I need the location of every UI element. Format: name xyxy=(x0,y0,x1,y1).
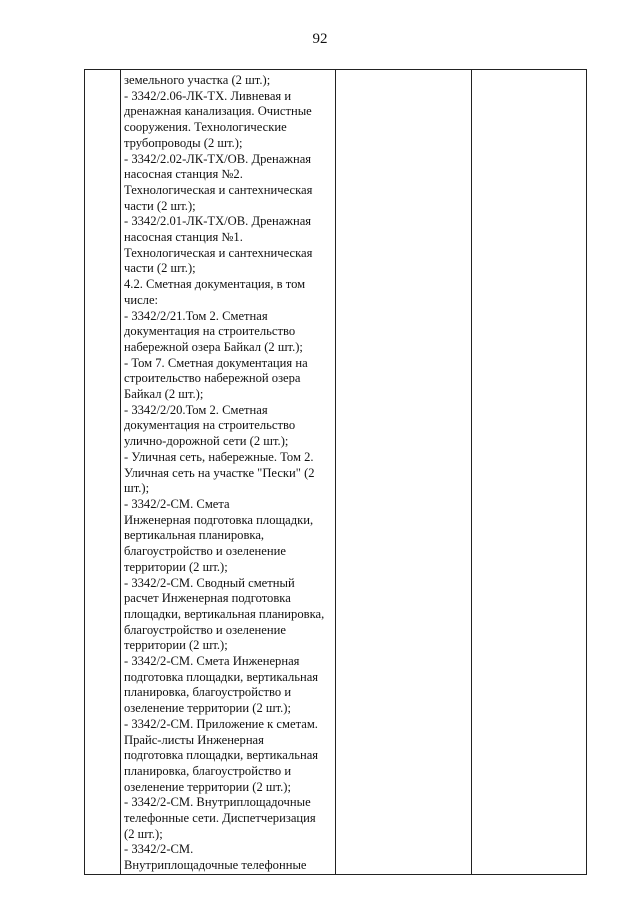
table-cell-third xyxy=(336,70,472,875)
document-table xyxy=(84,69,587,875)
cell-description-text: земельного участка (2 шт.); - 3342/2.06-ЛК-ТХ. Ливневая и дренажная канализация. Очистные сооружения. Технологические трубопроводы (2 шт.); - 3342/2.02-ЛК-ТХ/ОВ. Дренажная насосная станция №2. Технологическая и сантехническая части (2 шт.); - 3342/2.01-ЛК-ТХ/ОВ. Дренажная насосная станция №1. Технологическая и сантехническая части (2 шт.); 4.2. Сметная документация, в том числе: - 3342/2/21.Том 2. Сметная документация на строительство набережной озера Байкал (2 шт.); - Том 7. Сметная документация на строительство набережной озера Байкал (2 шт.); - 3342/2/20.Том 2. Сметная документация на строительство улично-дорожной сети (2 шт.); - Уличная сеть, набережные. Том 2. Уличная сеть на участке "Пески" (2 шт.); - 3342/2-СМ. Смета Инженерная подготовка площадки, вертикальная планировка, благоустройство и озеленение территории (2 шт.); - 3342/2-СМ. Сводный сметный расчет Инженерная подготовка площадки, вертикальная планировка, благоустройство и озеленение территории (2 шт.); - 3342/2-СМ. Смета Инженерная подготовка площадки, вертикальная планировка, благоустройство и озеленение территории (2 шт.); - 3342/2-СМ. Приложение к сметам. Прайс-листы Инженерная подготовка площадки, вертикальная планировка, благоустройство и озеленение территории (2 шт.); - 3342/2-СМ. Внутриплощадочные телефонные сети. Диспетчеризация (2 шт.); - 3342/2-СМ. Внутриплощадочные телефонные xyxy=(124,73,325,873)
table-cell-fourth xyxy=(472,70,587,875)
cell-third-text xyxy=(336,70,471,73)
cell-number-text xyxy=(85,70,120,73)
table-row xyxy=(85,70,587,875)
cell-fourth-text xyxy=(472,70,586,73)
page-number: 92 xyxy=(312,31,328,47)
table-cell-description xyxy=(121,70,336,875)
table-cell-number xyxy=(85,70,121,875)
